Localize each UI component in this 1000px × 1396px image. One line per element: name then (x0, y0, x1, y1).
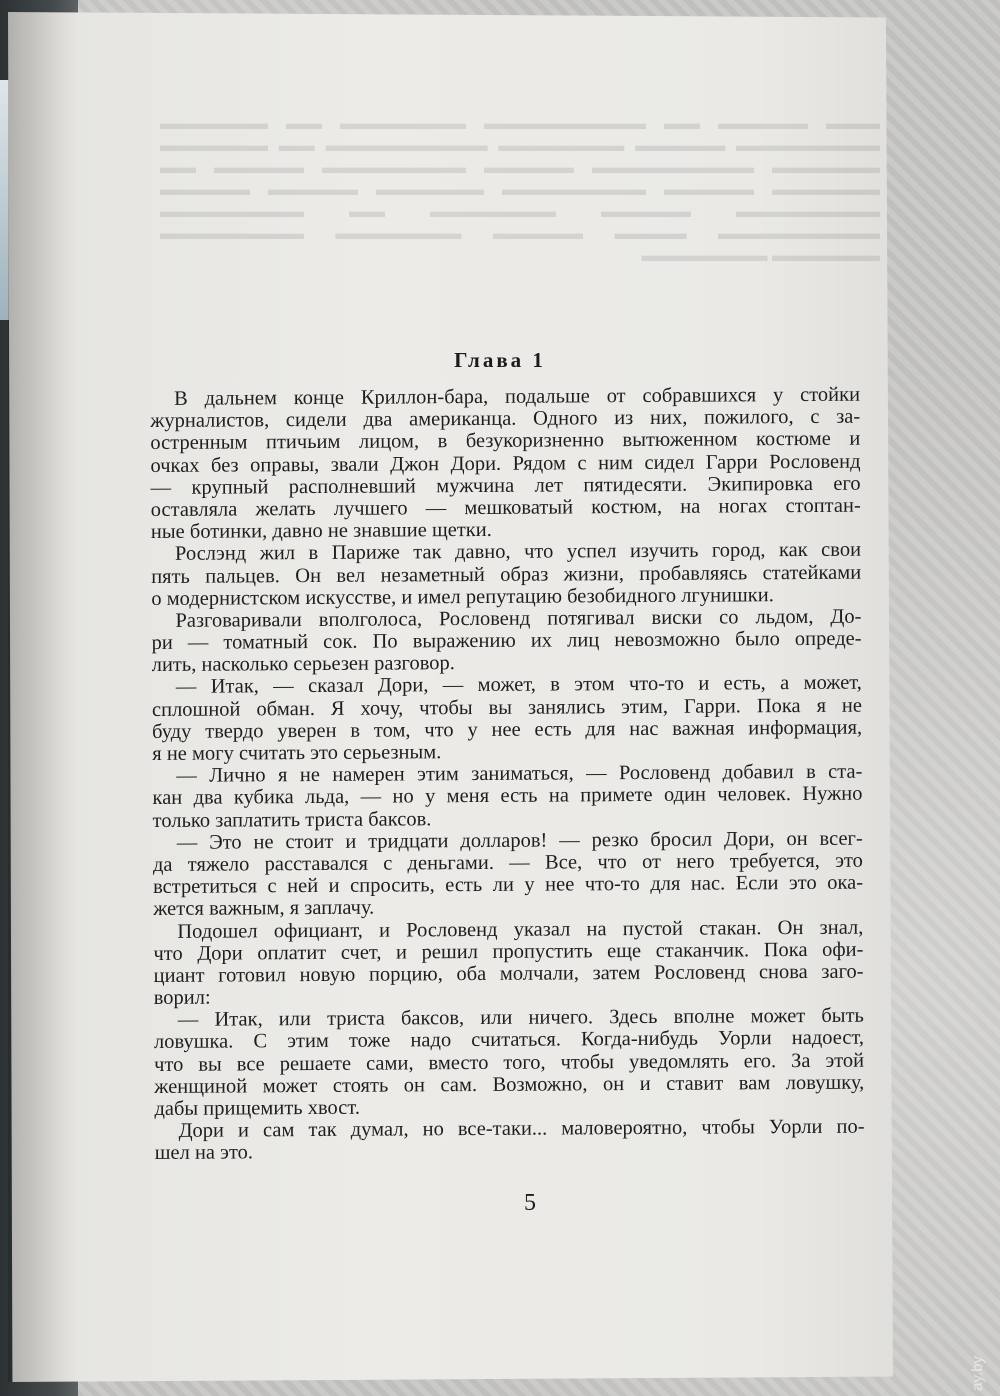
text-line: ные ботинки, давно не знавшие щетки. (150, 519, 492, 544)
text-line: пять пальцев. Он вел незаметный образ жизни, пробавляясь статейками (151, 561, 862, 588)
text-line: Разговаривали вполголоса, Рословенд потягивал виски со льдом, До- (175, 605, 862, 632)
text-line: только заплатить триста баксов. (152, 807, 432, 832)
text-line: встретиться с ней и спросить, есть ли у нее что-то для нас. Если это ока- (152, 871, 864, 899)
text-line: Подошел официант, и Рословенд указал на пустой стакан. Он знал, (177, 916, 864, 943)
text-line: — Это не стоит и тридцати долларов! — резко бросил Дори, он всег- (176, 827, 863, 854)
page-number: 5 (524, 1190, 536, 1216)
text-line: остренным птичьим лицом, в безукоризненно вытюженном костюме и (150, 428, 861, 455)
text-line: что Дори оплатит счет, и решил пропустить еще стаканчик. Пока офи- (153, 938, 864, 965)
text-line: ри — томатный сок. По выражению их лиц невозможно было опреде- (151, 627, 862, 655)
text-line: циант готовил новую порцию, оба молчали, затем Рословенд снова заго- (153, 960, 864, 987)
text-line: ловушка. С этим тоже надо считаться. Когда-нибудь Уорли надоест, (153, 1027, 865, 1054)
text-line: ворил: (153, 986, 211, 1010)
text-line: да тяжело расставался с деньгами. — Все, что от него требуется, это (152, 849, 863, 876)
text-line: — крупный располневший мужчина лет пятидесяти. Экипировка его (150, 472, 861, 499)
text-line: журналистов, сидели два американца. Одного из них, пожилого, с за- (150, 405, 861, 433)
text-line: Рослэнд жил в Париже так давно, что успел изучить город, как свои (174, 538, 862, 566)
text-line: буду твердо уверен в том, что у нее есть для нас важная информация, (152, 716, 863, 743)
text-line: жется важным, я заплачу. (153, 896, 375, 921)
text-line: — Лично я не намерен этим заниматься, — Рословенд добавил в ста- (176, 760, 863, 788)
text-line: что вы все решаете сами, вместо того, чтобы уведомлять его. За этой (154, 1049, 865, 1076)
text-line: шел на это. (154, 1141, 254, 1165)
site-watermark: ay.by (969, 1356, 986, 1391)
text-line: дабы прищемить хвост. (154, 1096, 360, 1120)
show-through-text: ▬▬▬ ▬▬▬▬▬ ▬▬ ▬▬▬▬▬▬▬▬▬ ▬▬▬▬▬▬▬ ▬▬ ▬▬▬▬▬▬ ▬▬▬▬▬▬▬▬ ▬▬▬▬▬ ▬▬▬▬▬▬▬ ▬▬▬▬▬▬▬▬▬ ▬▬ ▬▬▬▬▬▬ ▬▬▬▬▬▬ ▬▬▬▬▬▬▬▬▬ ▬▬▬▬▬ ▬▬▬▬▬▬▬▬ ▬▬▬▬▬ ▬▬ ▬▬▬▬▬▬ ▬▬▬▬▬ ▬▬▬▬▬▬▬▬ ▬▬▬▬▬▬ ▬▬▬▬▬ ▬▬▬▬▬ ▬▬▬▬▬▬▬▬ ▬▬▬▬▬ ▬▬▬▬▬▬▬ ▬▬ ▬▬▬▬▬▬▬▬ ▬▬▬▬▬▬▬▬▬ ▬▬▬▬ ▬▬▬▬▬ ▬▬▬▬▬▬▬ ▬▬▬▬▬▬▬▬ ▬▬▬▬▬▬ ▬▬▬▬▬▬▬ (160, 113, 880, 265)
text-line: В дальнем конце Криллон-бара, подальше от собравшихся у стойки (173, 383, 861, 410)
text-line: я не могу считать это серьезным. (152, 741, 442, 765)
text-line: Дори и сам так думал, но все-таки... маловероятно, чтобы Уорли по- (178, 1115, 865, 1143)
text-line: о модернистском искусстве, и имел репутацию безобидного лгунишки. (151, 583, 774, 610)
text-line: очках без оправы, звали Джон Дори. Рядом с ним сидел Гарри Рословенд (150, 450, 861, 477)
chapter-body-text (150, 384, 865, 1165)
text-line: лить, насколько серьезен разговор. (151, 652, 455, 677)
text-line: — Итак, — сказал Дори, — может, в этом что-то и есть, а может, (175, 672, 862, 699)
chapter-title: Глава 1 (454, 348, 546, 372)
text-line: кан два кубика льда, — но у меня есть на примете один человек. Нужно (152, 783, 863, 810)
text-line: — Итак, или триста баксов, или ничего. Здесь вполне может быть (177, 1004, 864, 1032)
text-line: женщиной может стоять он сам. Возможно, он и ставит вам ловушку, (154, 1071, 865, 1098)
text-line: оставляла желать лучшего — мешковатый костюм, на ногах стоптан- (150, 494, 861, 521)
text-line: сплошной обман. Я хочу, чтобы вы занялись этим, Гарри. Пока я не (151, 694, 863, 721)
